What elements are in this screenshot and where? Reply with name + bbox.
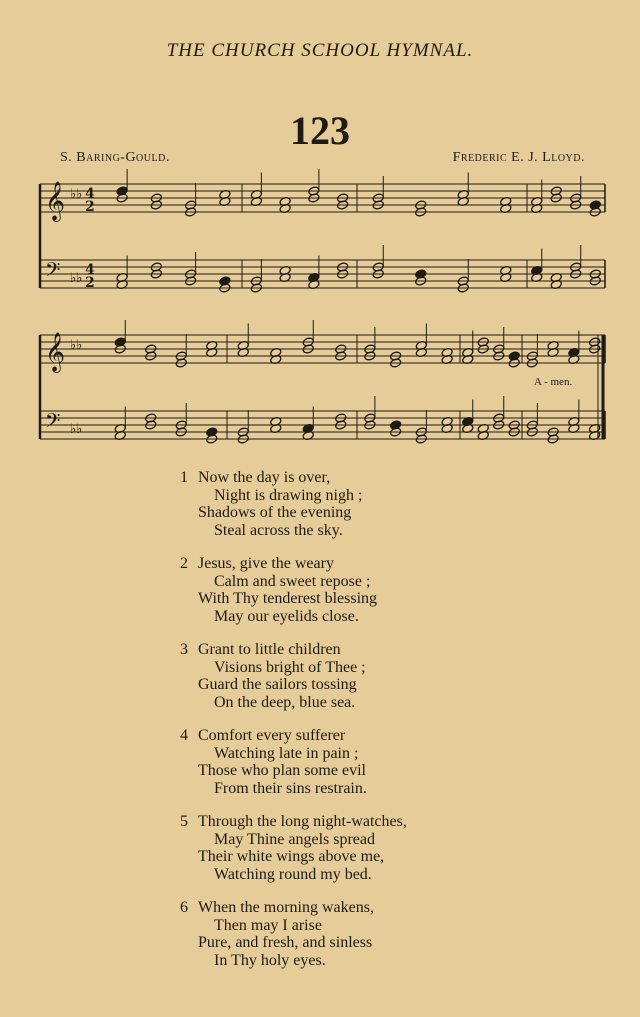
verse-number: 3 (180, 641, 188, 658)
verse-line: Grant to little children (198, 641, 341, 658)
verse-line: Steal across the sky. (214, 521, 343, 539)
key-signature: ♭♭ (70, 422, 83, 437)
verse-line: Those who plan some evil (198, 762, 366, 779)
verse-line: Guard the sailors tossing (198, 676, 357, 693)
verse-number: 4 (180, 727, 188, 744)
key-signature: ♭♭ (70, 338, 83, 353)
treble-clef: 𝄞 (45, 332, 66, 372)
verse-line: Then may I arise (214, 916, 322, 934)
music-system-2 (40, 320, 605, 444)
key-signature: ♭♭ (70, 271, 83, 286)
verse-line: When the morning wakens, (198, 899, 374, 916)
verse-line: Shadows of the evening (198, 504, 352, 521)
bass-clef: 𝄢 (45, 258, 61, 286)
verse-line: Now the day is over, (198, 469, 331, 486)
verse-line: In Thy holy eyes. (214, 951, 326, 969)
treble-clef: 𝄞 (45, 181, 66, 221)
time-signature: 2 (85, 199, 95, 215)
composer-credit: Frederic E. J. Lloyd. (452, 150, 585, 165)
time-signature: 2 (85, 275, 95, 291)
verse-line: On the deep, blue sea. (214, 693, 356, 711)
book-header: THE CHURCH SCHOOL HYMNAL. (166, 40, 474, 61)
verse-number: 1 (180, 469, 188, 486)
verse-line: Pure, and fresh, and sinless (198, 934, 373, 951)
verse-line: May Thine angels spread (214, 830, 375, 848)
verse-line: Calm and sweet repose ; (214, 572, 371, 590)
verse-line: Comfort every sufferer (198, 727, 346, 744)
hymn-number: 123 (290, 108, 350, 153)
author-credit: S. Baring-Gould. (60, 150, 170, 165)
verse-number: 5 (180, 813, 188, 830)
verse-line: Watching round my bed. (214, 865, 372, 883)
music-score (0, 0, 640, 460)
verse-line: Night is drawing nigh ; (214, 486, 363, 504)
time-signature: 4 (85, 186, 95, 202)
verse-line: Watching late in pain ; (214, 744, 359, 762)
key-signature: ♭♭ (70, 187, 83, 202)
verse-line: Visions bright of Thee ; (214, 658, 366, 676)
verse-number: 2 (180, 555, 188, 572)
bass-clef: 𝄢 (45, 409, 61, 437)
music-system-1 (40, 169, 605, 293)
amen-label: A - men. (534, 376, 573, 388)
verse-line: Through the long night-watches, (198, 813, 407, 830)
verse-number: 6 (180, 899, 188, 916)
verse-line: With Thy tenderest blessing (198, 590, 378, 607)
verse-line: From their sins restrain. (214, 779, 367, 797)
verse-line: Jesus, give the weary (198, 555, 334, 572)
verse-line: Their white wings above me, (198, 848, 385, 865)
verse-line: May our eyelids close. (214, 607, 359, 625)
time-signature: 4 (85, 262, 95, 278)
